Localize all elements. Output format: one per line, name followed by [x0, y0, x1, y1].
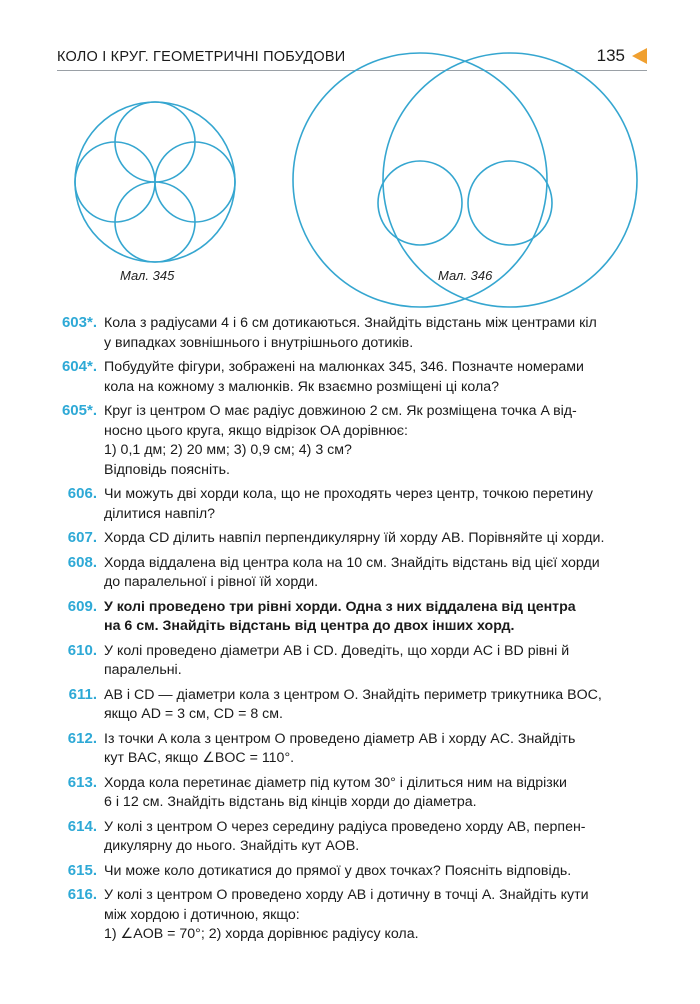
problem-line: 6 і 12 см. Знайдіть відстань від кінців хорди до діаметра.	[104, 794, 477, 810]
problem-line: 1) 0,1 дм; 2) 20 мм; 3) 0,9 см; 4) 3 см?	[104, 442, 352, 458]
problem-item	[0, 402, 700, 480]
problem-text	[104, 529, 644, 549]
fig345-bottom-circle	[115, 182, 195, 262]
figure-345-drawing	[0, 80, 700, 290]
problem-line: Побудуйте фігури, зображені на малюнках 345, 346. Позначте номерами	[104, 359, 584, 375]
problem-text	[104, 642, 644, 681]
problem-item	[0, 529, 700, 549]
problem-item	[0, 554, 700, 593]
problem-item	[0, 774, 700, 813]
problem-line: до паралельної і рівної їй хорди.	[104, 574, 319, 590]
problem-item	[0, 642, 700, 681]
problem-list	[0, 314, 700, 950]
problem-line: Хорда віддалена від центра кола на 10 см. Знайдіть відстань від цієї хорди	[104, 554, 600, 571]
problem-number: 608.	[67, 553, 97, 571]
problem-line: Чи можуть дві хорди кола, що не проходять через центр, точкою перетину	[104, 486, 593, 502]
problem-line: на 6 см. Знайдіть відстань від центра до двох інших хорд.	[104, 618, 515, 634]
problem-line: кола на кожному з малюнків. Як взаємно розміщені ці кола?	[104, 378, 500, 395]
problem-line: 1) ∠AOB = 70°; 2) хорда дорівнює радіусу кола.	[104, 926, 419, 942]
problem-text	[104, 818, 644, 857]
problem-line: Чи може коло дотикатися до прямої у двох точках? Поясніть відповідь.	[104, 862, 572, 879]
problem-line: Хорда кола перетинає діаметр під кутом 30° і ділиться ним на відрізки	[104, 774, 567, 791]
problem-line: У колі проведено діаметри AB і CD. Доведіть, що хорди AC і BD рівні й	[104, 642, 570, 659]
fig346-left-small-circle	[378, 161, 462, 245]
fig345-left-circle	[75, 142, 155, 222]
problem-number: 612.	[67, 729, 97, 747]
problem-line: Круг із центром O має радіус довжиною 2 см. Як розміщена точка A від-	[104, 403, 577, 419]
problem-item	[0, 358, 700, 397]
problem-line: між хордою і дотичною, якщо:	[104, 906, 300, 923]
problem-text	[104, 314, 644, 353]
problem-item	[0, 730, 700, 769]
fig345-right-circle	[155, 142, 235, 222]
problem-line: паралельні.	[104, 662, 182, 678]
problem-line: дикулярну до нього. Знайдіть кут AOB.	[104, 838, 360, 854]
problem-line: У колі з центром O через середину радіуса проведено хорду AB, перпен-	[104, 818, 586, 835]
problem-item	[0, 314, 700, 353]
page-header	[57, 44, 647, 70]
page-marker-triangle	[632, 48, 647, 64]
problem-item	[0, 862, 700, 882]
figure-345-caption: Мал. 345	[120, 268, 175, 283]
problem-line: кут BAC, якщо ∠BOC = 110°.	[104, 750, 295, 766]
problem-text	[104, 686, 644, 725]
problem-text	[104, 485, 644, 524]
problem-text	[104, 774, 644, 813]
problem-number: 609.	[67, 597, 97, 615]
problem-line: У колі з центром O проведено хорду AB і дотичну в точці A. Знайдіть кути	[104, 887, 589, 903]
chapter-title: КОЛО І КРУГ. ГЕОМЕТРИЧНІ ПОБУДОВИ	[57, 49, 346, 65]
problem-line: ділитися навпіл?	[104, 505, 216, 522]
problem-number: 614.	[67, 817, 97, 835]
figures-area	[0, 80, 700, 290]
problem-text	[104, 598, 644, 637]
problem-text	[104, 886, 644, 945]
problem-text	[104, 862, 644, 882]
problem-number: 611.	[68, 685, 97, 703]
problem-number: 606.	[67, 485, 97, 502]
problem-number: 616.	[67, 886, 97, 903]
problem-line: у випадках зовнішнього і внутрішнього дотиків.	[104, 334, 414, 351]
figure-346-caption: Мал. 346	[438, 268, 493, 283]
problem-line: Хорда CD ділить навпіл перпендикулярну їй хорду AB. Порівняйте ці хорди.	[104, 530, 605, 546]
problem-line: якщо AD = 3 см, CD = 8 см.	[104, 706, 283, 722]
problem-number: 605*.	[61, 402, 97, 419]
problem-line: AB і CD — діаметри кола з центром O. Знайдіть периметр трикутника BOC,	[104, 686, 602, 703]
problem-line: Кола з радіусами 4 і 6 см дотикаються. Знайдіть відстань між центрами кіл	[104, 315, 597, 331]
fig345-top-circle	[115, 102, 195, 182]
problem-item	[0, 686, 700, 725]
problem-text	[104, 358, 644, 397]
problem-item	[0, 886, 700, 945]
problem-number: 604*.	[61, 358, 97, 375]
problem-text	[104, 554, 644, 593]
header-divider	[57, 70, 647, 71]
fig346-right-small-circle	[468, 161, 552, 245]
problem-number: 607.	[67, 529, 97, 546]
problem-line: Відповідь поясніть.	[104, 461, 230, 478]
problem-text	[104, 730, 644, 769]
problem-item	[0, 818, 700, 857]
problem-text	[104, 402, 644, 480]
problem-number: 610.	[67, 641, 97, 659]
problem-item	[0, 598, 700, 637]
page-number: 135	[596, 46, 625, 65]
problem-number: 613.	[67, 773, 97, 791]
problem-number: 603*.	[61, 314, 97, 331]
problem-line: У колі проведено три рівні хорди. Одна з них віддалена від центра	[104, 598, 576, 615]
problem-item	[0, 485, 700, 524]
problem-line: носно цього круга, якщо відрізок OA дорівнює:	[104, 422, 408, 439]
problem-number: 615.	[67, 861, 97, 879]
problem-line: Із точки A кола з центром O проведено діаметр AB і хорду AC. Знайдіть	[104, 730, 576, 747]
